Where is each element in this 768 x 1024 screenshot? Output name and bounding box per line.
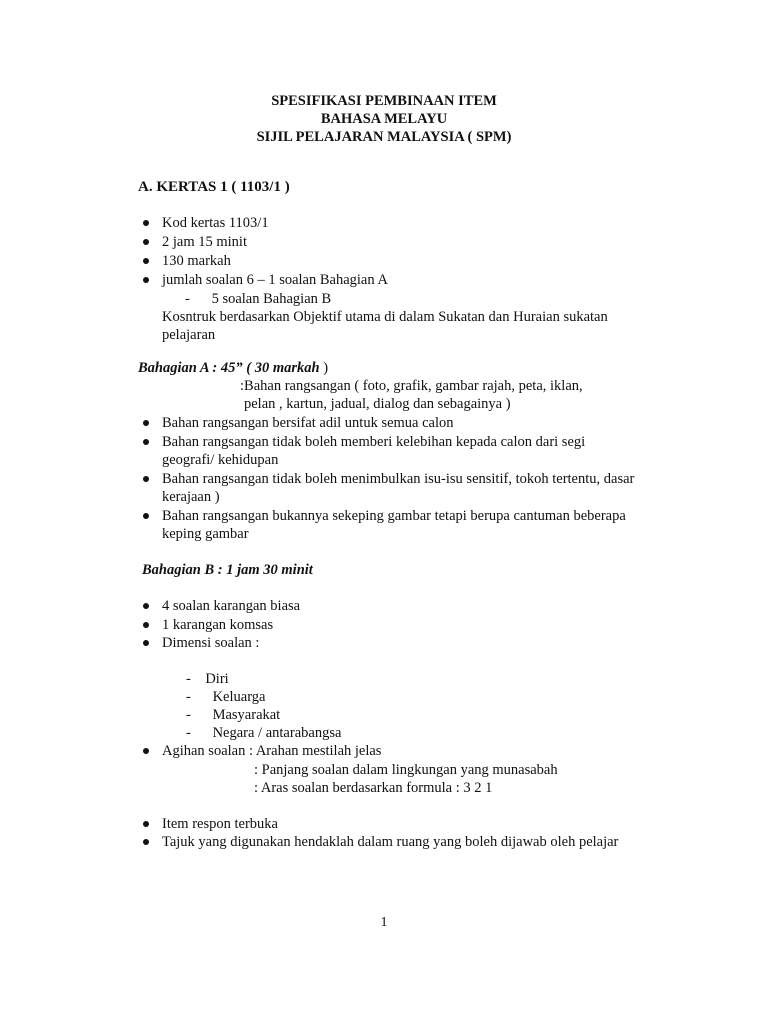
page-number: 1: [380, 915, 388, 930]
bullet-item: 1 karangan komsas: [162, 617, 274, 633]
bullet-item: Tajuk yang digunakan hendaklah dalam ruang yang boleh dijawab oleh pelajar: [162, 834, 619, 850]
dimension-item: - Keluarga: [186, 689, 266, 705]
bullet-item: Kod kertas 1103/1: [162, 215, 269, 231]
note-line: Kosntruk berdasarkan Objektif utama di dalam Sukatan dan Huraian sukatan: [162, 309, 608, 325]
bullet-item: Bahan rangsangan tidak boleh menimbulkan isu-isu sensitif, tokoh tertentu, dasar: [162, 471, 635, 487]
bullet-item: Bahan rangsangan bukannya sekeping gambar tetapi berupa cantuman beberapa: [162, 508, 626, 524]
note-line: pelajaran: [162, 327, 216, 343]
bullet-item: Item respon terbuka: [162, 816, 278, 832]
agihan-line: : Panjang soalan dalam lingkungan yang munasabah: [254, 762, 558, 778]
bullet-continuation: kerajaan ): [162, 489, 220, 505]
section-a-heading: A. KERTAS 1 ( 1103/1 ): [138, 179, 290, 195]
bullet-item: jumlah soalan 6 – 1 soalan Bahagian A: [162, 272, 388, 288]
bullet-item: Bahan rangsangan tidak boleh memberi kelebihan kepada calon dari segi: [162, 434, 586, 450]
bahagian-a-heading: [138, 359, 328, 377]
bahagian-b-heading: Bahagian B : 1 jam 30 minit: [142, 562, 313, 578]
bullet-item: 130 markah: [162, 253, 231, 269]
doc-title-line-2: BAHASA MELAYU: [320, 111, 448, 127]
bahan-line: pelan , kartun, jadual, dialog dan sebagainya ): [244, 396, 511, 412]
dimension-item: - Diri: [186, 671, 229, 687]
bullet-item: Dimensi soalan :: [162, 635, 260, 651]
doc-title-line-1: SPESIFIKASI PEMBINAAN ITEM: [271, 93, 497, 109]
dimension-item: - Masyarakat: [186, 707, 281, 723]
bahan-line: :Bahan rangsangan ( foto, grafik, gambar rajah, peta, iklan,: [240, 378, 583, 394]
bullet-item: Agihan soalan : Arahan mestilah jelas: [162, 743, 382, 759]
bullet-continuation: keping gambar: [162, 526, 249, 542]
bullet-continuation: geografi/ kehidupan: [162, 452, 279, 468]
sub-line: - 5 soalan Bahagian B: [185, 291, 332, 307]
agihan-line: : Aras soalan berdasarkan formula : 3 2 1: [254, 780, 493, 796]
bahagian-a-heading-bold: Bahagian A : 45” ( 30 markah: [138, 360, 320, 376]
bullet-item: Bahan rangsangan bersifat adil untuk semua calon: [162, 415, 454, 431]
doc-title-line-3: SIJIL PELAJARAN MALAYSIA ( SPM): [256, 129, 512, 145]
dimension-item: - Negara / antarabangsa: [186, 725, 342, 741]
bullet-item: 4 soalan karangan biasa: [162, 598, 301, 614]
bullet-item: 2 jam 15 minit: [162, 234, 247, 250]
bahagian-a-heading-close: ): [319, 360, 329, 376]
